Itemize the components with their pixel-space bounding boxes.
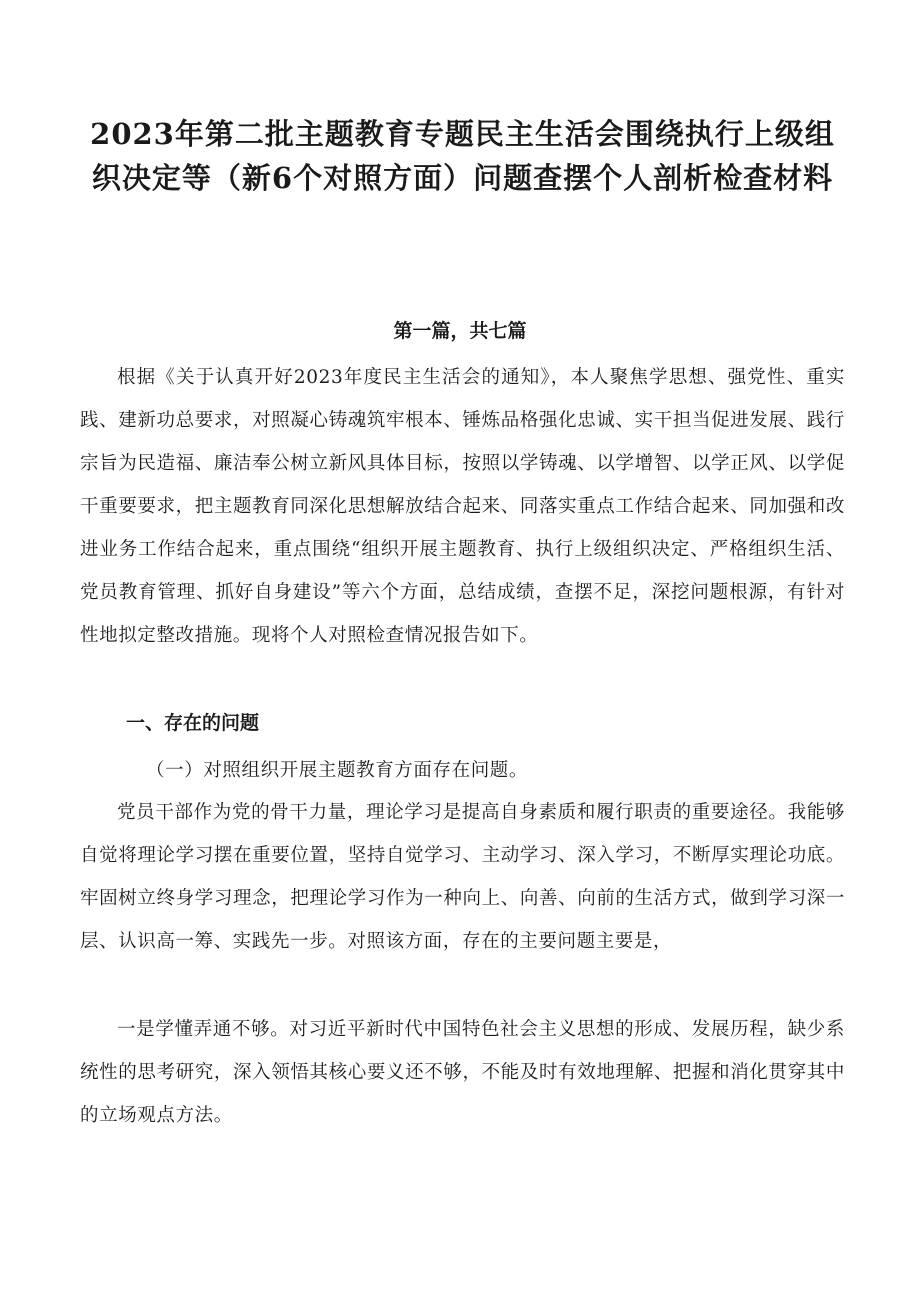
sub-heading: （一）对照组织开展主题教育方面存在问题。 — [146, 760, 529, 781]
body-paragraph-1: 党员干部作为党的骨干力量，理论学习是提高自身素质和履行职责的重要途径。我能够自觉将理论学习摆在重要位置，坚持自觉学习、主动学习、深入学习，不断厚实理论功底。牢固树立终身学习理念，把理论学习作为一种向上、向善、向前的生活方式，做到学习深一层、认识高一筹、实践先一步。对照该方面，存在的主要问题主要是， — [80, 802, 845, 952]
document-subtitle: 第一篇，共七篇 — [393, 320, 527, 342]
intro-paragraph: 根据《关于认真开好2023年度民主生活会的通知》，本人聚焦学思想、强党性、重实践、建新功总要求，对照凝心铸魂筑牢根本、锤炼品格强化忠诚、实干担当促进发展、践行宗旨为民造福、廉洁奉公树立新风具体目标，按照以学铸魂、以学增智、以学正风、以学促干重要要求，把主题教育同深化思想解放结合起来、同落实重点工作结合起来、同加强和改进业务工作结合起来，重点围绕“组织开展主题教育、执行上级组织决定、严格组织生活、党员教育管理、抓好自身建设”等六个方面，总结成绩，查摆不足，深挖问题根源，有针对性地拟定整改措施。现将个人对照检查情况报告如下。 — [80, 367, 845, 646]
section-heading: 一、存在的问题 — [126, 712, 260, 734]
body-paragraph-2: 一是学懂弄通不够。对习近平新时代中国特色社会主义思想的形成、发展历程，缺少系统性的思考研究，深入领悟其核心要义还不够，不能及时有效地理解、把握和消化贯穿其中的立场观点方法。 — [80, 1019, 845, 1126]
document-title: 2023年第二批主题教育专题民主生活会围绕执行上级组织决定等（新6个对照方面）问题查摆个人剖析检查材料 — [90, 117, 835, 195]
